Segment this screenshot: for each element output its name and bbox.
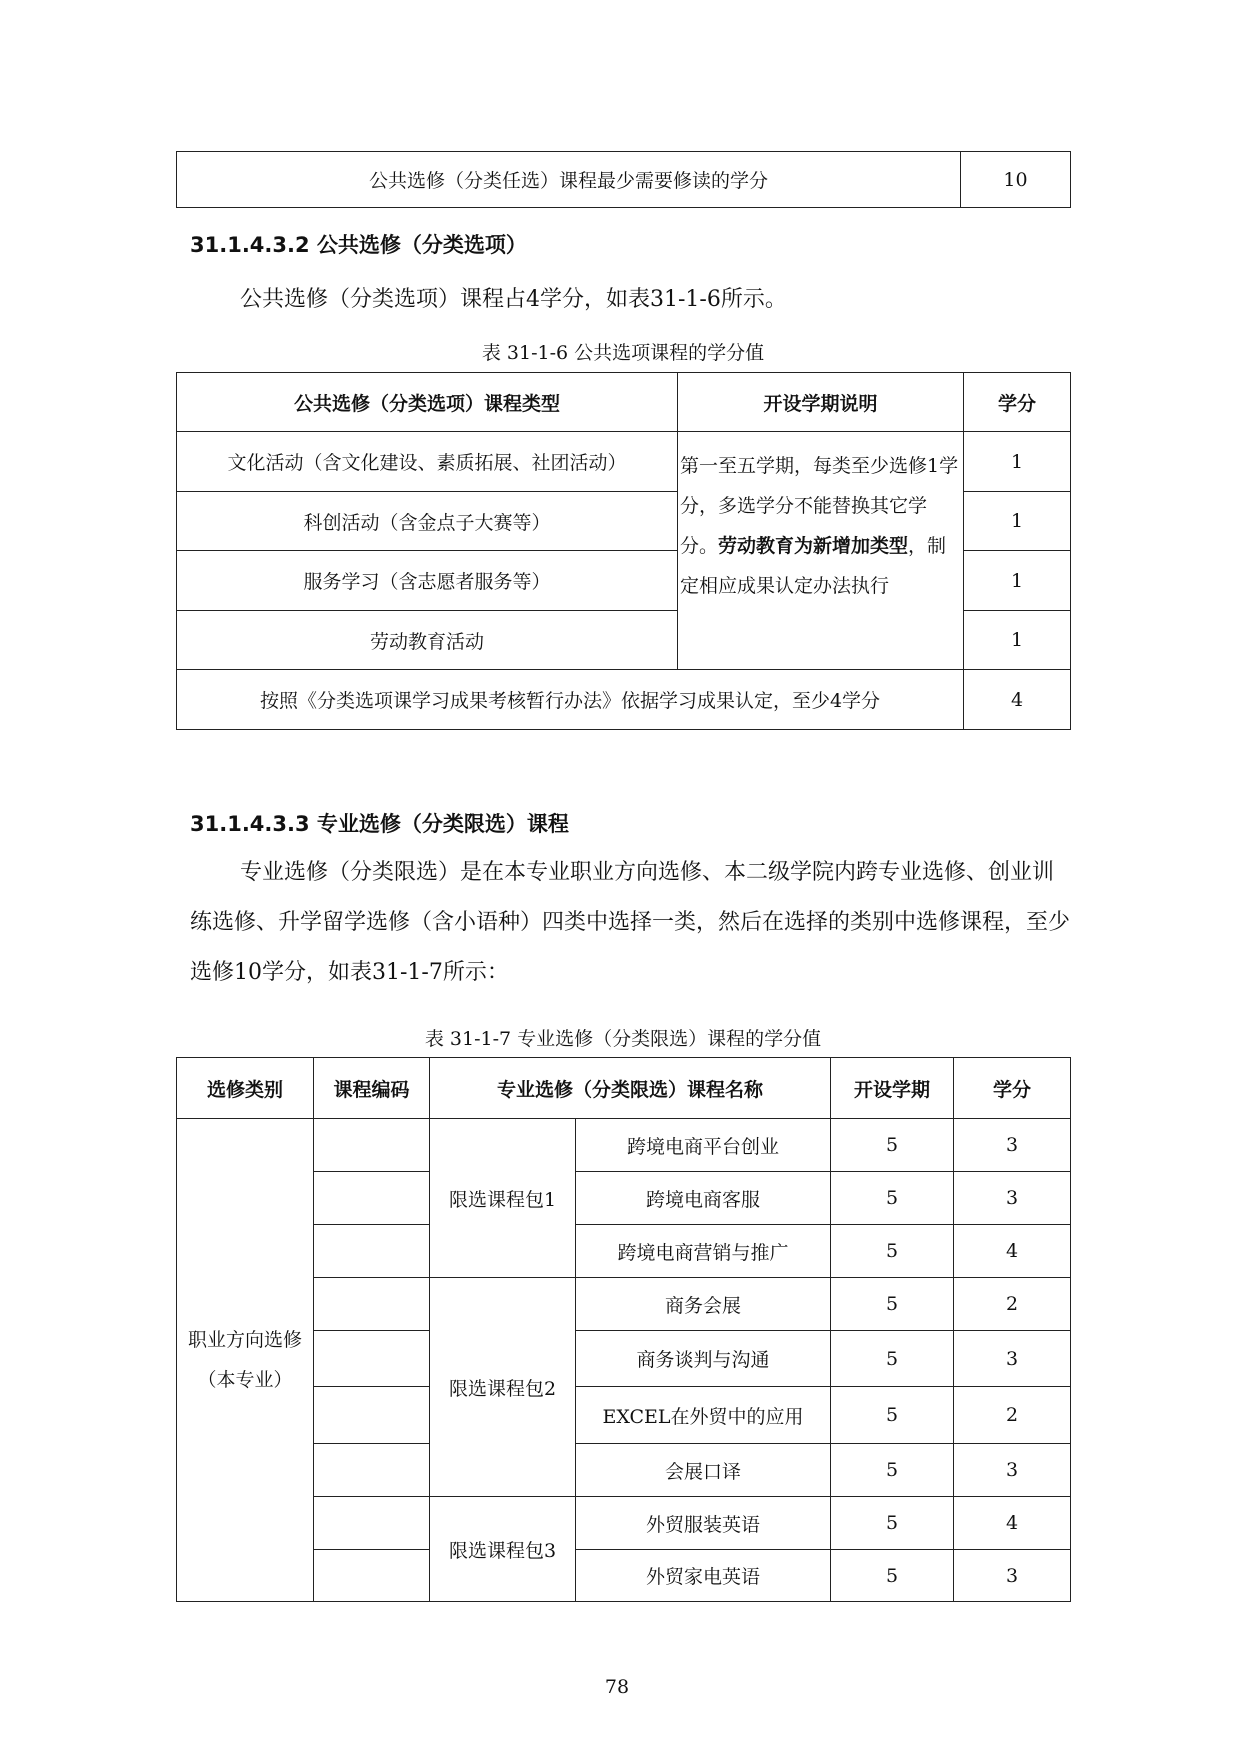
credit-cell: 1	[964, 611, 1071, 670]
semester-cell: 5	[831, 1331, 954, 1387]
course-code-cell	[314, 1550, 430, 1602]
course-name-cell: 跨境电商客服	[576, 1172, 831, 1225]
course-name-cell: 跨境电商平台创业	[576, 1119, 831, 1172]
course-code-cell	[314, 1172, 430, 1225]
credit-cell: 2	[954, 1387, 1071, 1444]
semester-cell: 5	[831, 1444, 954, 1497]
credit-cell: 1	[964, 432, 1071, 492]
course-type-cell: 文化活动（含文化建设、素质拓展、社团活动）	[177, 432, 678, 492]
course-code-cell	[314, 1331, 430, 1387]
package-cell: 限选课程包1	[430, 1119, 576, 1278]
course-type-cell: 科创活动（含金点子大赛等）	[177, 492, 678, 551]
course-code-cell	[314, 1225, 430, 1278]
semester-note-cell	[678, 432, 964, 670]
top-credit-label: 公共选修（分类任选）课程最少需要修读的学分	[177, 152, 961, 208]
header-credit: 学分	[964, 373, 1071, 432]
category-cell	[177, 1119, 314, 1602]
header-semester: 开设学期	[831, 1058, 954, 1119]
credit-cell: 3	[954, 1444, 1071, 1497]
header-semester-note: 开设学期说明	[678, 373, 964, 432]
package-cell: 限选课程包2	[430, 1278, 576, 1497]
table-caption-31-1-6: 表 31-1-6 公共选项课程的学分值	[481, 342, 765, 364]
course-type-cell: 服务学习（含志愿者服务等）	[177, 551, 678, 611]
semester-cell: 5	[831, 1172, 954, 1225]
credit-cell: 3	[954, 1331, 1071, 1387]
header-course-name: 专业选修（分类限选）课程名称	[430, 1058, 831, 1119]
semester-cell: 5	[831, 1497, 954, 1550]
semester-cell: 5	[831, 1278, 954, 1331]
credit-cell: 1	[964, 551, 1071, 611]
section-1-paragraph: 公共选修（分类选项）课程占4学分，如表31-1-6所示。	[240, 287, 787, 312]
section-2-paragraph: 专业选修（分类限选）是在本专业职业方向选修、本二级学院内跨专业选修、创业训练选修、升学留学选修（含小语种）四类中选择一类，然后在选择的类别中选修课程，至少选修10学分，如表31-1-7所示：	[190, 860, 1071, 985]
semester-cell: 5	[831, 1225, 954, 1278]
top-credit-table	[176, 151, 1071, 208]
course-name-cell: 商务会展	[576, 1278, 831, 1331]
table-31-1-7	[176, 1057, 1071, 1602]
footer-credit-cell: 4	[964, 670, 1071, 730]
credit-cell: 4	[954, 1497, 1071, 1550]
course-name-cell: 会展口译	[576, 1444, 831, 1497]
semester-note-emphasis: 劳动教育为新增加类型	[718, 535, 909, 557]
category-label: 职业方向选修（本专业）	[187, 1329, 302, 1391]
footer-label-cell: 按照《分类选项课学习成果考核暂行办法》依据学习成果认定，至少4学分	[177, 670, 964, 730]
course-name-cell: 外贸家电英语	[576, 1550, 831, 1602]
header-category: 选修类别	[177, 1058, 314, 1119]
course-code-cell	[314, 1444, 430, 1497]
semester-cell: 5	[831, 1119, 954, 1172]
header-course-code: 课程编码	[314, 1058, 430, 1119]
semester-cell: 5	[831, 1387, 954, 1444]
course-name-cell: 商务谈判与沟通	[576, 1331, 831, 1387]
header-course-type: 公共选修（分类选项）课程类型	[177, 373, 678, 432]
page-number: 78	[604, 1676, 630, 1698]
course-code-cell	[314, 1278, 430, 1331]
top-credit-value: 10	[961, 152, 1071, 208]
section-heading-1: 31.1.4.3.2 公共选修（分类选项）	[190, 233, 527, 257]
course-code-cell	[314, 1387, 430, 1444]
credit-cell: 1	[964, 492, 1071, 551]
credit-cell: 3	[954, 1119, 1071, 1172]
credit-cell: 3	[954, 1550, 1071, 1602]
semester-note-text: 第一至五学期，每类至少选修1学分，多选学分不能替换其它学分。	[680, 455, 959, 557]
course-type-cell: 劳动教育活动	[177, 611, 678, 670]
semester-note-text-end: ，制定相应成果认定办法执行	[680, 535, 947, 597]
course-code-cell	[314, 1119, 430, 1172]
header-credit: 学分	[954, 1058, 1071, 1119]
course-code-cell	[314, 1497, 430, 1550]
section-heading-2: 31.1.4.3.3 专业选修（分类限选）课程	[190, 812, 569, 836]
table-caption-31-1-7: 表 31-1-7 专业选修（分类限选）课程的学分值	[424, 1028, 822, 1050]
credit-cell: 4	[954, 1225, 1071, 1278]
semester-cell: 5	[831, 1550, 954, 1602]
course-name-cell: 跨境电商营销与推广	[576, 1225, 831, 1278]
course-name-cell: EXCEL在外贸中的应用	[576, 1387, 831, 1444]
credit-cell: 2	[954, 1278, 1071, 1331]
package-cell: 限选课程包3	[430, 1497, 576, 1602]
course-name-cell: 外贸服装英语	[576, 1497, 831, 1550]
table-31-1-6	[176, 372, 1071, 730]
credit-cell: 3	[954, 1172, 1071, 1225]
